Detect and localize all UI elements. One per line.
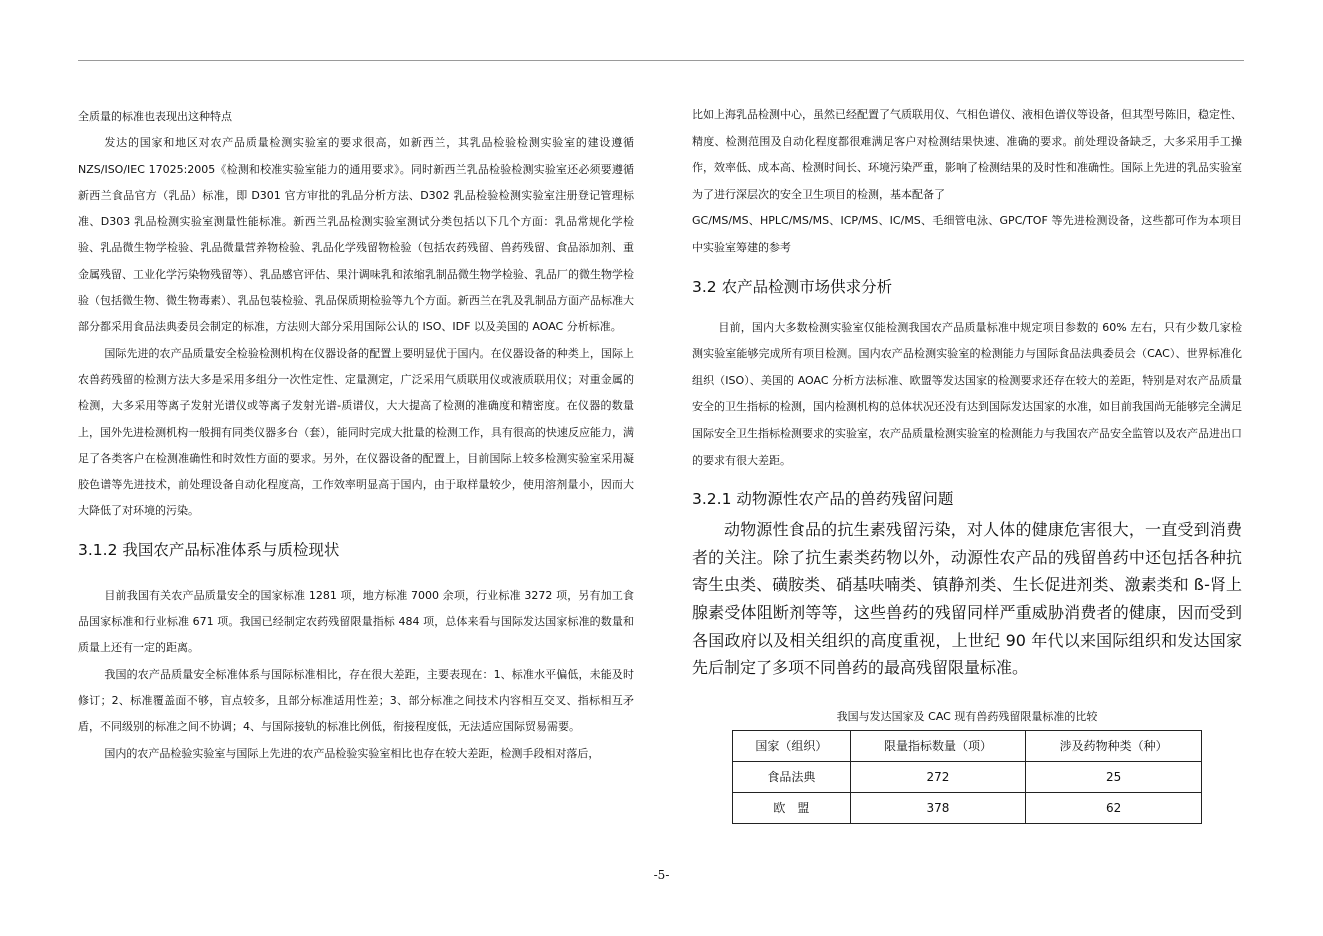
paragraph: 全质量的标准也表现出这种特点	[78, 110, 232, 123]
section-heading-3-2-1: 3.2.1 动物源性农产品的兽药残留问题	[692, 490, 954, 509]
right-column	[692, 102, 1242, 824]
table-cell: 378	[850, 792, 1026, 823]
section-heading-3-1-2: 3.1.2 我国农产品标准体系与质检现状	[78, 540, 340, 559]
table-header-cell: 涉及药物种类（种）	[1026, 730, 1202, 761]
table-row	[733, 761, 1202, 792]
paragraph: 发达的国家和地区对农产品质量检测实验室的要求很高，如新西兰，其乳品检验检测实验室的建设遵循 NZS/ISO/IEC 17025:2005《检测和校准实验室能力的通用要求》。同时新西兰乳品检验检测实验室还必须要遵循新西兰食品官方（乳品）标准，即 D301 官方审批的乳品分析方法、D302 乳品检验检测实验室注册登记管理标准、D303 乳品检测实验室测量性能标准。新西兰乳品检测实验室测试分类包括以下几个方面：乳品常规化学检验、乳品微生物学检验、乳品微量营养物检验、乳品化学残留物检验（包括农药残留、兽药残留、食品添加剂、重金属残留、工业化学污染物残留等）、乳品感官评估、果汁调味乳和浓缩乳制品微生物学检验、乳品厂的微生物学检验（包括微生物、微生物毒素）、乳品包装检验、乳品保质期检验等九个方面。新西兰在乳及乳制品方面产品标准大部分都采用食品法典委员会制定的标准，方法则大部分采用国际公认的 ISO、IDF 以及美国的 AOAC 分析标准。	[78, 136, 634, 334]
paragraph: GC/MS/MS、HPLC/MS/MS、ICP/MS、IC/MS、毛细管电泳、GPC/TOF 等先进检测设备，这些都可作为本项目中实验室筹建的参考	[692, 214, 1242, 254]
comparison-table	[732, 730, 1202, 824]
table-cell: 欧 盟	[733, 792, 851, 823]
paragraph: 国际先进的农产品质量安全检验检测机构在仪器设备的配置上要明显优于国内。在仪器设备的种类上，国际上农兽药残留的检测方法大多是采用多组分一次性定性、定量测定，广泛采用气质联用仪或液质联用仪；对重金属的检测，大多采用等离子发射光谱仪或等离子发射光谱-质谱仪，大大提高了检测的准确度和精密度。在仪器的数量上，国外先进检测机构一般拥有同类仪器多台（套），能同时完成大批量的检测工作，具有很高的快速反应能力，满足了各类客户在检测准确性和时效性方面的要求。另外，在仪器设备的配置上，目前国际上较多检测实验室采用凝胶色谱等先进技术，前处理设备自动化程度高，工作效率明显高于国内，由于取样量较少，使用溶剂量小，因而大大降低了对环境的污染。	[78, 346, 634, 518]
table-cell: 25	[1026, 761, 1202, 792]
section-heading-3-2: 3.2 农产品检测市场供求分析	[692, 277, 893, 296]
table-row	[733, 792, 1202, 823]
paragraph: 国内的农产品检验实验室与国际上先进的农产品检验实验室相比也存在较大差距，检测手段相对落后，	[104, 746, 600, 760]
paragraph: 动物源性食品的抗生素残留污染，对人体的健康危害很大，一直受到消费者的关注。除了抗生素类药物以外，动源性农产品的残留兽药中还包括各种抗寄生虫类、磺胺类、硝基呋喃类、镇静剂类、生长促进剂类、激素类和 ß-肾上腺素受体阻断剂等等，这些兽药的残留同样严重威胁消费者的健康，因而受到各国政府以及相关组织的高度重视，上世纪 90 年代以来国际组织和发达国家先后制定了多项不同兽药的最高残留限量标准。	[692, 520, 1242, 678]
table-cell: 食品法典	[733, 761, 851, 792]
table-caption: 我国与发达国家及 CAC 现有兽药残留限量标准的比较	[836, 709, 1098, 723]
table-cell: 272	[850, 761, 1026, 792]
table-cell: 62	[1026, 792, 1202, 823]
paragraph: 目前我国有关农产品质量安全的国家标准 1281 项，地方标准 7000 余项，行业标准 3272 项，另有加工食品国家标准和行业标准 671 项。我国已经制定农药残留限量指标 484 项，总体来看与国际发达国家标准的数量和质量上还有一定的距离。	[78, 588, 634, 655]
paragraph: 目前，国内大多数检测实验室仅能检测我国农产品质量标准中规定项目参数的 60% 左右，只有少数几家检测实验室能够完成所有项目检测。国内农产品检测实验室的检测能力与国际食品法典委员会（CAC）、世界标准化组织（ISO）、美国的 AOAC 分析方法标准、欧盟等发达国家的检测要求还存在较大的差距，特别是对农产品质量安全的卫生指标的检测，国内检测机构的总体状况还没有达到国际发达国家的水准，如目前我国尚无能够完全满足国际安全卫生指标检测要求的实验室，农产品质量检测实验室的检测能力与我国农产品安全监管以及农产品进出口的要求有很大差距。	[692, 320, 1242, 467]
paragraph: 我国的农产品质量安全标准体系与国际标准相比，存在很大差距，主要表现在：1、标准水平偏低，未能及时修订；2、标准覆盖面不够，盲点较多，且部分标准适用性差；3、部分标准之间技术内容相互交叉、指标相互矛盾，不同级别的标准之间不协调；4、与国际接轨的标准比例低，衔接程度低，无法适应国际贸易需要。	[78, 667, 634, 734]
left-column	[78, 104, 634, 767]
paragraph: 比如上海乳品检测中心，虽然已经配置了气质联用仪、气相色谱仪、液相色谱仪等设备，但其型号陈旧，稳定性、精度、检测范围及自动化程度都很难满足客户对检测结果快速、准确的要求。前处理设备缺乏，大多采用手工操作，效率低、成本高、检测时间长、环境污染严重，影响了检测结果的及时性和准确性。国际上先进的乳品实验室为了进行深层次的安全卫生项目的检测，基本配备了	[692, 108, 1242, 201]
table-header-cell: 国家（组织）	[733, 730, 851, 761]
page-number: -5-	[653, 868, 670, 882]
table-header-cell: 限量指标数量（项）	[850, 730, 1026, 761]
table-header-row	[733, 730, 1202, 761]
header-rule	[78, 60, 1244, 61]
